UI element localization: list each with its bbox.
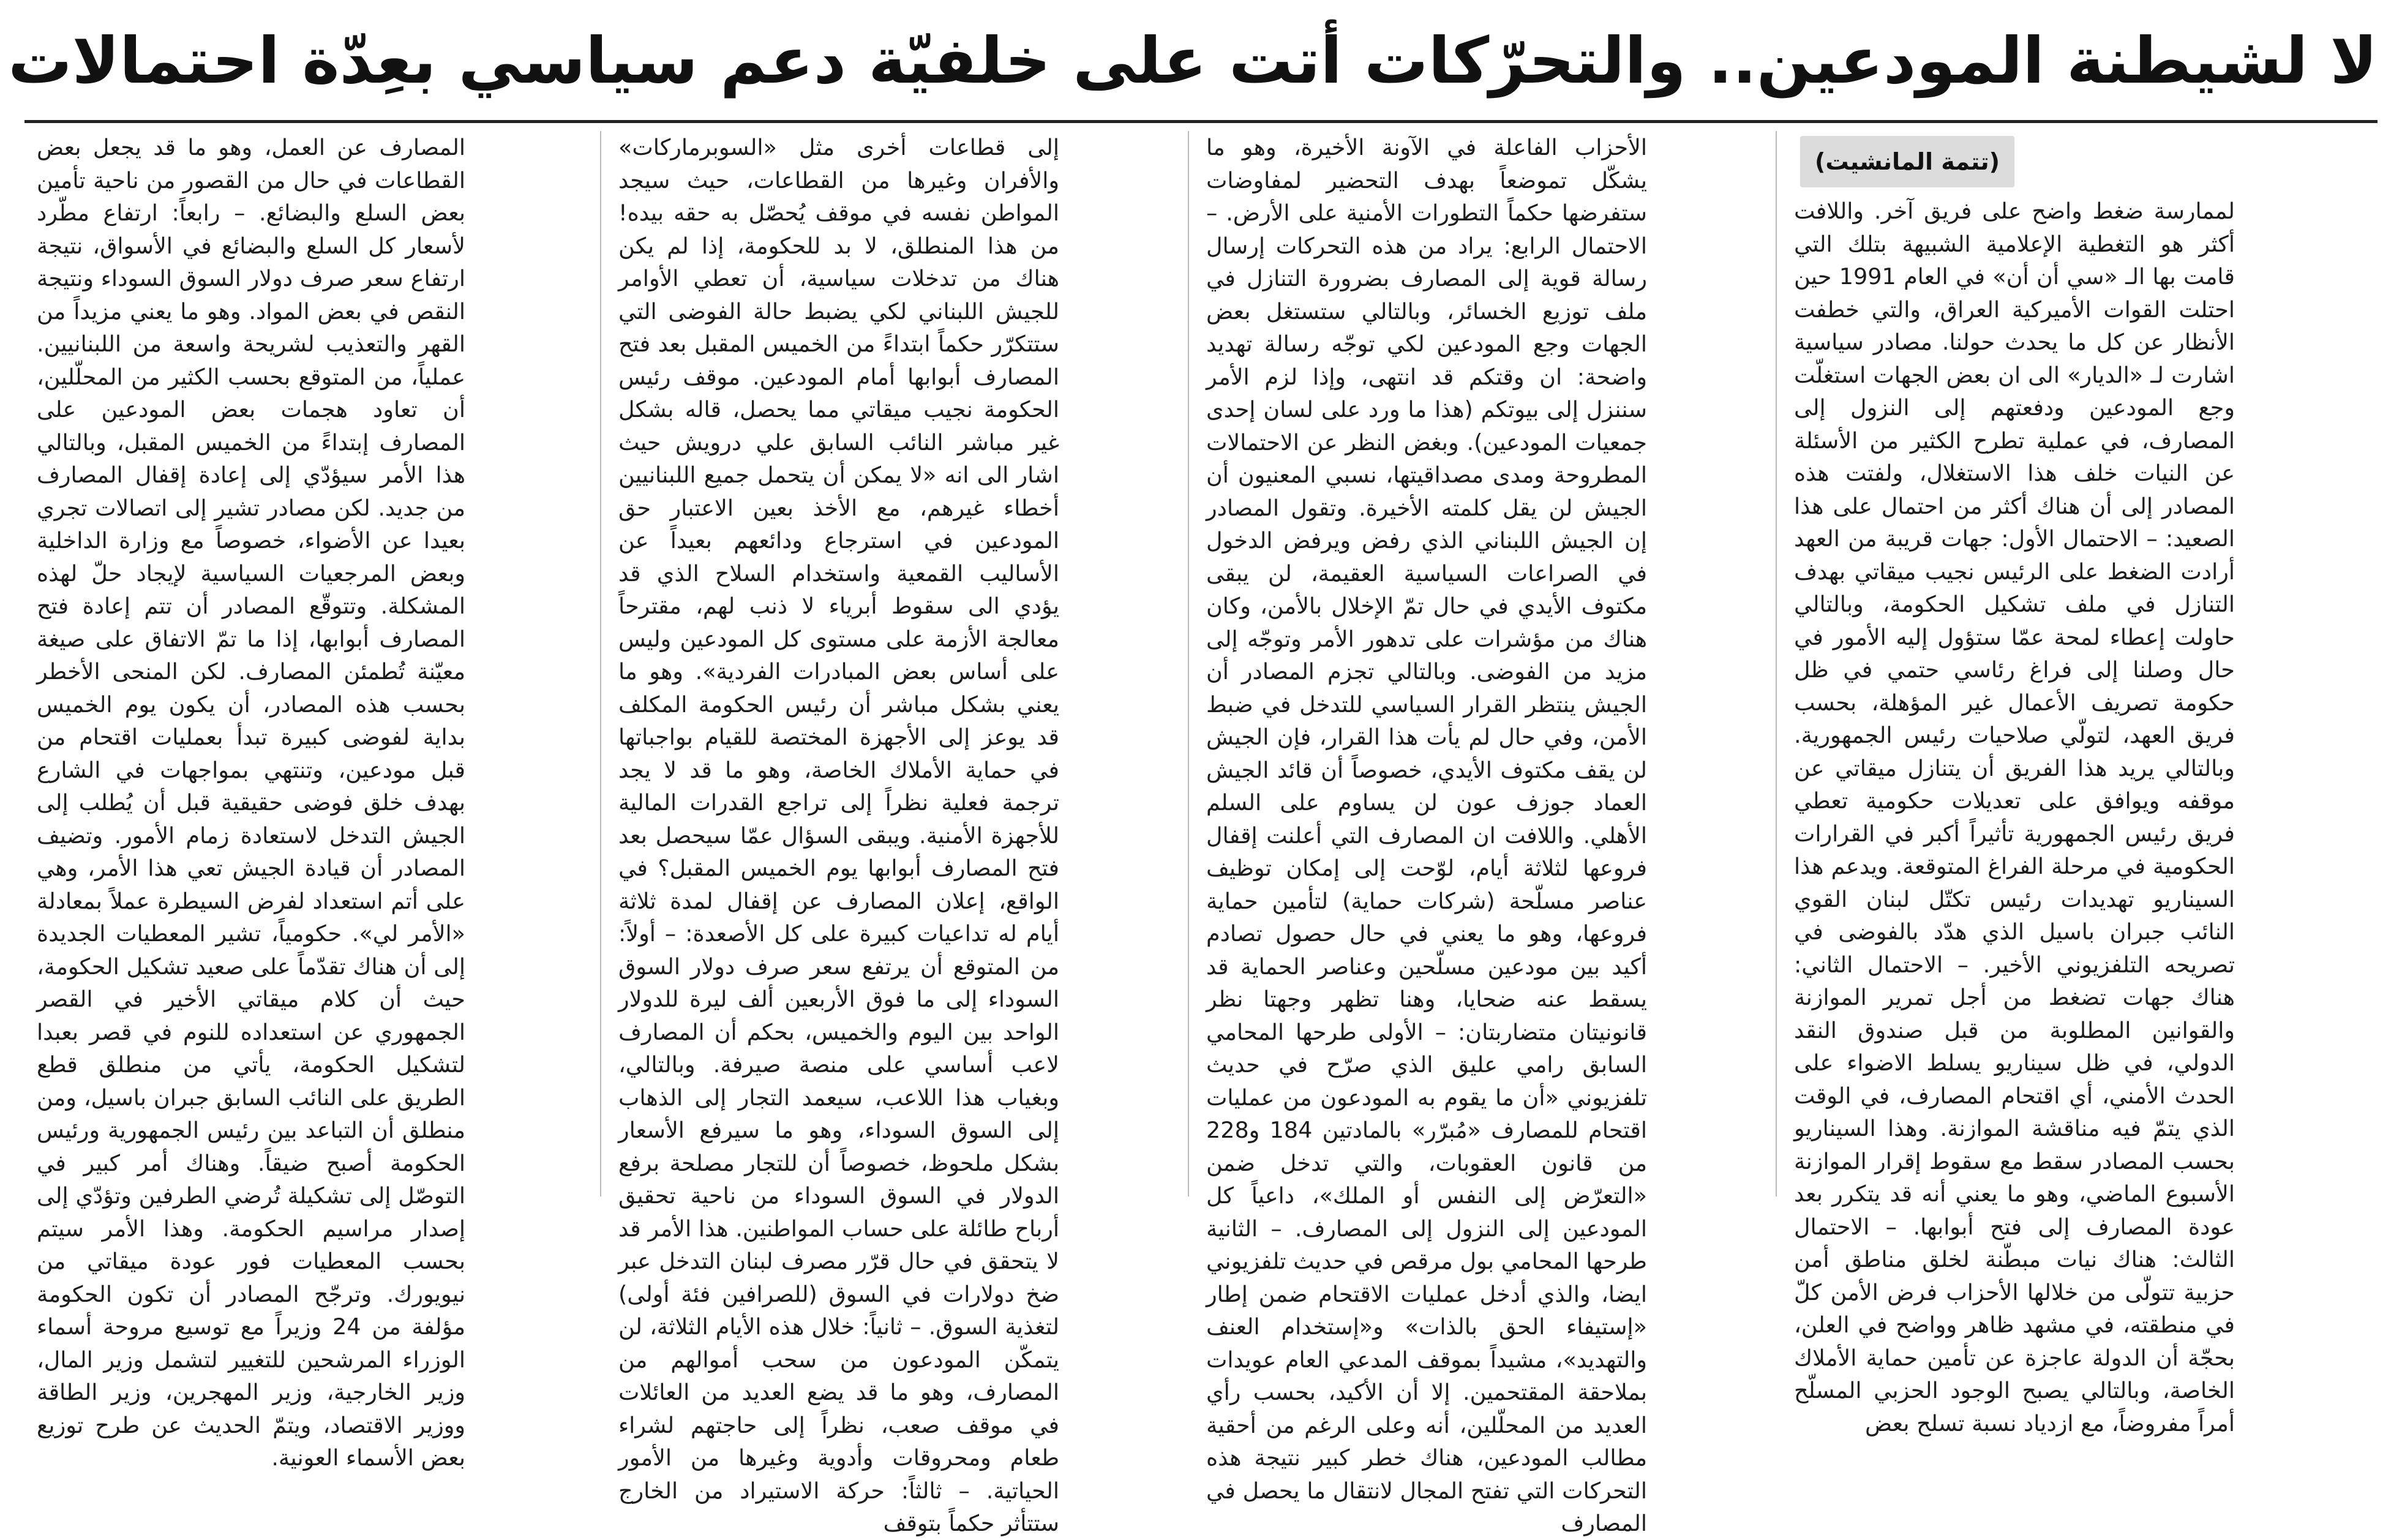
column-4-text: المصارف عن العمل، وهو ما قد يجعل بعض القطاعات في حال من القصور من ناحية تأمين بعض السلع والبضائع. – رابعاً: ارتفاع مطّرد لأسعار كل السلع والبضائع في الأسواق، نتيجة ارتفاع سعر صرف دولار السوق السوداء ونتيجة النقص في بعض المواد. وهو ما يعني مزيداً من القهر والتعذيب لشريحة واسعة من اللبنانيين. عملياً، من المتوقع بحسب الكثير من المحلّلين، أن تعاود هجمات بعض المودعين على المصارف إبتداءً من الخميس المقبل، وبالتالي هذا الأمر سيؤدّي إلى إعادة إقفال المصارف من جديد. لكن مصادر تشير إلى اتصالات تجري بعيدا عن الأضواء، خصوصاً مع وزارة الداخلية وبعض المرجعيات السياسية لإيجاد حلّ لهذه المشكلة. وتتوقّع المصادر أن تتم إعادة فتح المصارف أبوابها، إذا ما تمّ الاتفاق على صيغة معيّنة تُطمئن المصارف. لكن المنحى الأخطر بحسب هذه المصادر، أن يكون يوم الخميس بداية لفوضى كبيرة تبدأ بعمليات اقتحام من قبل مودعين، وتنتهي بمواجهات في الشارع بهدف خلق فوضى حقيقية قبل أن يُطلب إلى الجيش التدخل لاستعادة زمام الأمور. وتضيف المصادر أن قيادة الجيش تعي هذا الأمر، وهي على أتم استعداد لفرض السيطرة عملاً بمعادلة «الأمر لي». حكومياً، تشير المعطيات الجديدة إلى أن هناك تقدّماً على صعيد تشكيل الحكومة، حيث أن كلام ميقاتي الأخير في القصر الجمهوري عن استعداده للنوم في قصر بعبدا لتشكيل الحكومة، يأتي من منطلق قطع الطريق على النائب السابق جبران باسيل، ومن منطلق أن التباعد بين رئيس الجمهورية ورئيس الحكومة أصبح ضيقاً. وهناك أمر كبير في التوصّل إلى تشكيلة تُرضي الطرفين وتؤدّي إلى إصدار مراسيم الحكومة. وهذا الأمر سيتم بحسب المعطيات فور عودة ميقاتي من نيويورك. وترجّح المصادر أن تكون الحكومة مؤلفة من 24 وزيراً مع توسيع مروحة أسماء الوزراء المرشحين للتغيير لتشمل وزير المال، وزير الخارجية، وزير المهجرين، وزير الطاقة ووزير الاقتصاد، ويتمّ الحديث عن طرح توزيع بعض الأسماء العونية.: [37, 134, 465, 1471]
column-divider: [1188, 131, 1189, 1196]
article-column-1: [1794, 195, 2235, 1437]
article-column-3: [618, 131, 1059, 1536]
continuation-label: (تتمة المانشيت): [1800, 136, 2014, 187]
headline-rule: [24, 120, 2378, 123]
column-1-text: لممارسة ضغط واضح على فريق آخر. واللافت أكثر هو التغطية الإعلامية الشبيهة بتلك التي قامت بها الـ «سي أن أن» في العام 1991 حين احتلت القوات الأميركية العراق، والتي خطفت الأنظار عن كل ما يحدث حولنا. مصادر سياسية اشارت لـ «الديار» الى ان بعض الجهات استغلّت وجع المودعين ودفعتهم إلى النزول إلى المصارف، في عملية تطرح الكثير من الأسئلة عن النيات خلف هذا الاستغلال، ولفتت هذه المصادر إلى أن هناك أكثر من احتمال على هذا الصعيد: – الاحتمال الأول: جهات قريبة من العهد أرادت الضغط على الرئيس نجيب ميقاتي بهدف التنازل في ملف تشكيل الحكومة، وبالتالي حاولت إعطاء لمحة عمّا ستؤول إليه الأمور في حال وصلنا إلى فراغ رئاسي حتمي في ظل حكومة تصريف الأعمال غير المؤهلة، بحسب فريق العهد، لتولّي صلاحيات رئيس الجمهورية. وبالتالي يريد هذا الفريق أن يتنازل ميقاتي عن موقفه ويوافق على تعديلات حكومية تعطي فريق رئيس الجمهورية تأثيراً أكبر في القرارات الحكومية في مرحلة الفراغ المتوقعة. ويدعم هذا السيناريو تهديدات رئيس تكتّل لبنان القوي النائب جبران باسيل الذي هدّد بالفوضى في تصريحه التلفزيوني الأخير. – الاحتمال الثاني: هناك جهات تضغط من أجل تمرير الموازنة والقوانين المطلوبة من قبل صندوق النقد الدولي، في ظل سيناريو يسلط الاضواء على الحدث الأمني، أي اقتحام المصارف، في الوقت الذي يتمّ فيه مناقشة الموازنة. وهذا السيناريو بحسب المصادر سقط مع سقوط إقرار الموازنة الأسبوع الماضي، وهو ما يعني أنه قد يتكرر بعد عودة المصارف إلى فتح أبوابها. – الاحتمال الثالث: هناك نيات مبطّنة لخلق مناطق أمن حزبية تتولّى من خلالها الأحزاب فرض الأمن كلّ في منطقته، في مشهد ظاهر وواضح في العلن، بحجّة أن الدولة عاجزة عن تأمين حماية الأملاك الخاصة، وبالتالي يصبح الوجود الحزبي المسلّح أمراً مفروضاً، مع ازدياد نسبة تسلح بعض: [1794, 198, 2235, 1437]
headline: لا لشيطنة المودعين.. والتحرّكات أتت على خلفيّة دعم سياسي بعِدّة احتمالات: [8, 23, 2378, 98]
column-divider: [600, 131, 601, 1196]
article-column-4: [37, 131, 465, 1471]
column-2-text: الأحزاب الفاعلة في الآونة الأخيرة، وهو ما يشكّل تموضعاً بهدف التحضير لمفاوضات ستفرضها حكماً التطورات الأمنية على الأرض. – الاحتمال الرابع: يراد من هذه التحركات إرسال رسالة قوية إلى المصارف بضرورة التنازل في ملف توزيع الخسائر، وبالتالي ستستغل بعض الجهات وجع المودعين لكي توجّه رسالة تهديد واضحة: ان وقتكم قد انتهى، وإذا لزم الأمر سننزل إلى بيوتكم (هذا ما ورد على لسان إحدى جمعيات المودعين). وبغض النظر عن الاحتمالات المطروحة ومدى مصداقيتها، نسبي المعنيون أن الجيش لن يقل كلمته الأخيرة. وتقول المصادر إن الجيش اللبناني الذي رفض ويرفض الدخول في الصراعات السياسية العقيمة، لن يبقى مكتوف الأيدي في حال تمّ الإخلال بالأمن، وكان هناك من مؤشرات على تدهور الأمر وتوجّه إلى مزيد من الفوضى. وبالتالي تجزم المصادر أن الجيش ينتظر القرار السياسي للتدخل في ضبط الأمن، وفي حال لم يأت هذا القرار، فإن الجيش لن يقف مكتوف الأيدي، خصوصاً أن قائد الجيش العماد جوزف عون لن يساوم على السلم الأهلي. واللافت ان المصارف التي أعلنت إقفال فروعها لثلاثة أيام، لوّحت إلى إمكان توظيف عناصر مسلّحة (شركات حماية) لتأمين حماية فروعها، وهو ما يعني في حال حصول تصادم أكيد بين مودعين مسلّحين وعناصر الحماية قد يسقط عنه ضحايا، وهنا تظهر وجهتا نظر قانونيتان متضاربتان: – الأولى طرحها المحامي السابق رامي عليق الذي صرّح في حديث تلفزيوني «أن ما يقوم به المودعون من عمليات اقتحام للمصارف «مُبرّر» بالمادتين 184 و228 من قانون العقوبات، والتي تدخل ضمن «التعرّض إلى النفس أو الملك»، داعياً كل المودعين إلى النزول إلى المصارف. – الثانية طرحها المحامي بول مرقص في حديث تلفزيوني ايضا، والذي أدخل عمليات الاقتحام ضمن إطار «إستيفاء الحق بالذات» و«إستخدام العنف والتهديد»، مشيداً بموقف المدعي العام عويدات بملاحقة المقتحمين. إلا أن الأكيد، بحسب رأي العديد من المحلّلين، أنه وعلى الرغم من أحقية مطالب المودعين، هناك خطر كبير نتيجة هذه التحركات التي تفتح المجال لانتقال ما يحصل في المصارف: [1206, 134, 1647, 1536]
column-divider: [1776, 131, 1777, 1196]
column-3-text: إلى قطاعات أخرى مثل «السوبرماركات» والأفران وغيرها من القطاعات، حيث سيجد المواطن نفسه في موقف يُحصّل به حقه بيده! من هذا المنطلق، لا بد للحكومة، إذا لم يكن هناك من تدخلات سياسية، أن تعطي الأوامر للجيش اللبناني لكي يضبط حالة الفوضى التي ستتكرّر حكماً ابتداءً من الخميس المقبل بعد فتح المصارف أبوابها أمام المودعين. موقف رئيس الحكومة نجيب ميقاتي مما يحصل، قاله بشكل غير مباشر النائب السابق علي درويش حيث اشار الى انه «لا يمكن أن يتحمل جميع اللبنانيين أخطاء غيرهم، مع الأخذ بعين الاعتبار حق المودعين في استرجاع ودائعهم بعيداً عن الأساليب القمعية واستخدام السلاح الذي قد يؤدي الى سقوط أبرياء لا ذنب لهم، مقترحاً معالجة الأزمة على مستوى كل المودعين وليس على أساس بعض المبادرات الفردية». وهو ما يعني بشكل مباشر أن رئيس الحكومة المكلف قد يوعز إلى الأجهزة المختصة للقيام بواجباتها في حماية الأملاك الخاصة، وهو ما قد لا يجد ترجمة فعلية نظراً إلى تراجع القدرات المالية للأجهزة الأمنية. ويبقى السؤال عمّا سيحصل بعد فتح المصارف أبوابها يوم الخميس المقبل؟ في الواقع، إعلان المصارف عن إقفال لمدة ثلاثة أيام له تداعيات كبيرة على كل الأصعدة: – أولاً: من المتوقع أن يرتفع سعر صرف دولار السوق السوداء إلى ما فوق الأربعين ألف ليرة للدولار الواحد بين اليوم والخميس، بحكم أن المصارف لاعب أساسي على منصة صيرفة. وبالتالي، وبغياب هذا اللاعب، سيعمد التجار إلى الذهاب إلى السوق السوداء، وهو ما سيرفع الأسعار بشكل ملحوظ، خصوصاً أن للتجار مصلحة برفع الدولار في السوق السوداء من ناحية تحقيق أرباح طائلة على حساب المواطنين. هذا الأمر قد لا يتحقق في حال قرّر مصرف لبنان التدخل عبر ضخ دولارات في السوق (للصرافين فئة أولى) لتغذية السوق. – ثانياً: خلال هذه الأيام الثلاثة، لن يتمكّن المودعون من سحب أموالهم من المصارف، وهو ما قد يضع العديد من العائلات في موقف صعب، نظراً إلى حاجتهم لشراء طعام ومحروقات وأدوية وغيرها من الأمور الحياتية. – ثالثاً: حركة الاستيراد من الخارج ستتأثر حكماً بتوقف: [618, 134, 1059, 1536]
article-column-2: [1206, 131, 1647, 1536]
